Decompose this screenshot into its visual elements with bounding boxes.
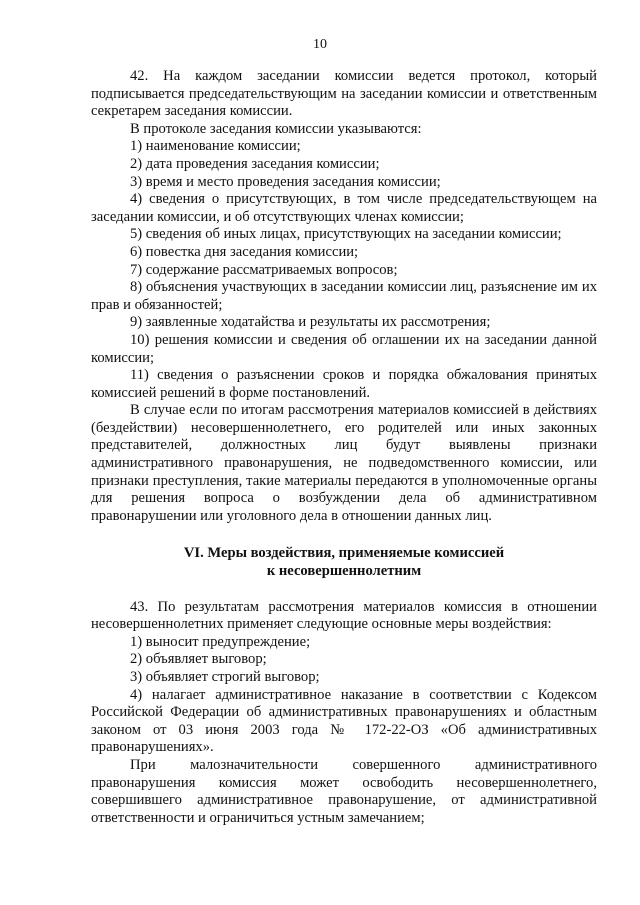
list-item: 3) время и место проведения заседания комиссии; bbox=[130, 173, 441, 190]
paragraph-42: 42. На каждом заседании комиссии ведется протокол, который подписывается председательствующим на заседании комиссии и ответственным секретарем заседания комиссии. bbox=[91, 68, 597, 120]
protocol-contents-intro: В протоколе заседания комиссии указываются: bbox=[130, 120, 422, 137]
list-item: 11) сведения о разъяснении сроков и порядка обжалования принятых комиссией решений в форме постановлений. bbox=[91, 367, 597, 401]
transfer-of-materials-paragraph: В случае если по итогам рассмотрения материалов комиссией в действиях (бездействии) несовершеннолетнего, его родителей или иных законных представителей, должностных лиц будут выявлены признаки административного правонарушения, не подведомственного комиссии, или признаки преступления, такие материалы передаются в уполномоченные органы для решения вопроса о возбуждении дела об административном правонарушении или уголовного дела в отношении данных лиц. bbox=[91, 402, 597, 524]
list-item: 6) повестка дня заседания комиссии; bbox=[130, 243, 359, 260]
document-body bbox=[91, 68, 597, 827]
list-item: 4) сведения о присутствующих, в том числе председательствующем на заседании комиссии, и об отсутствующих членах комиссии; bbox=[91, 191, 597, 225]
list-item: 2) объявляет выговор; bbox=[130, 651, 267, 668]
page-number: 10 bbox=[313, 37, 327, 52]
minor-offense-paragraph: При малозначительности совершенного административного правонарушения комиссия может освободить несовершеннолетнего, совершившего административное правонарушение, от административной ответственности и ограничиться устным замечанием; bbox=[91, 756, 597, 826]
measures-section bbox=[91, 599, 597, 828]
list-item: 2) дата проведения заседания комиссии; bbox=[130, 155, 380, 172]
list-item: 10) решения комиссии и сведения об оглашении их на заседании данной комиссии; bbox=[91, 331, 597, 366]
list-item: 1) выносит предупреждение; bbox=[130, 633, 311, 650]
section-heading bbox=[91, 545, 597, 580]
list-item: 3) объявляет строгий выговор; bbox=[130, 669, 320, 685]
list-item: 8) объяснения участвующих в заседании комиссии лиц, разъяснение им их прав и обязанностей; bbox=[91, 279, 597, 313]
list-item: 9) заявленные ходатайства и результаты их рассмотрения; bbox=[130, 314, 491, 331]
list-item: 5) сведения об иных лицах, присутствующих на заседании комиссии; bbox=[130, 226, 562, 243]
paragraph-43: 43. По результатам рассмотрения материалов комиссия в отношении несовершеннолетних применяет следующие основные меры воздействия: bbox=[91, 598, 597, 633]
protocol-section bbox=[91, 68, 597, 525]
section-heading-line: к несовершеннолетним bbox=[266, 563, 422, 580]
list-item: 7) содержание рассматриваемых вопросов; bbox=[130, 261, 398, 278]
section-heading-line: VI. Меры воздействия, применяемые комиссией bbox=[183, 545, 505, 562]
list-item: 1) наименование комиссии; bbox=[130, 138, 301, 155]
list-item: 4) налагает административное наказание в соответствии с Кодексом Российской Федерации об административных правонарушениях и областным законом от 03 июня 2003 года № 172-22-ОЗ «Об административных правонарушениях». bbox=[91, 686, 597, 756]
